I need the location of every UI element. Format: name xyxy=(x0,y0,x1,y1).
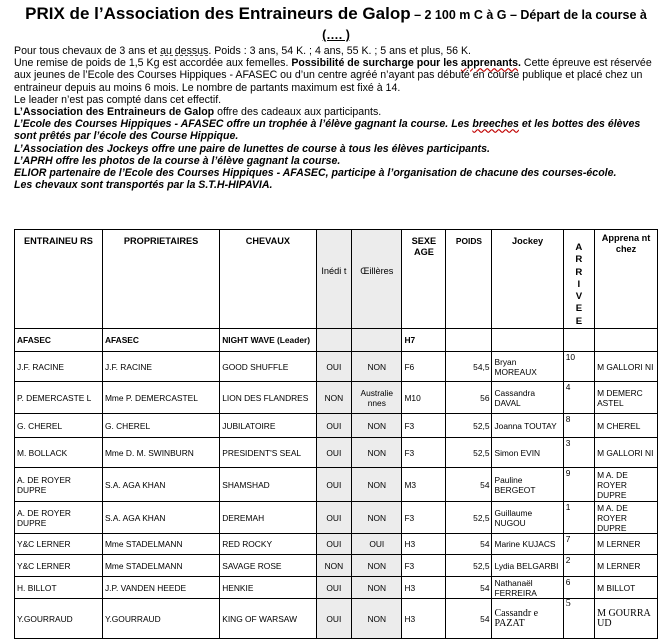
cell-proprietaire: J.P. VANDEN HEEDE xyxy=(102,577,219,599)
title-start-placeholder: (…. ) xyxy=(322,28,350,42)
cell-jockey: Lydia BELGARBI xyxy=(492,555,563,577)
note-text: breeches xyxy=(472,118,519,131)
cell-poids: 56 xyxy=(446,382,492,414)
cell-oeilleres: NON xyxy=(352,468,402,502)
cell-jockey: Simon EVIN xyxy=(492,438,563,468)
cell-cheval: JUBILATOIRE xyxy=(220,414,316,438)
cell-cheval: GOOD SHUFFLE xyxy=(220,352,316,382)
cell-inedit: OUI xyxy=(316,502,352,534)
cell-arrivee xyxy=(563,329,594,352)
runners-table xyxy=(14,229,658,639)
cell-entraineur: Y&C LERNER xyxy=(15,534,103,555)
cell-sexe-age: M10 xyxy=(402,382,446,414)
cell-inedit: NON xyxy=(316,555,352,577)
cell-cheval: RED ROCKY xyxy=(220,534,316,555)
cell-cheval: NIGHT WAVE (Leader) xyxy=(220,329,316,352)
cell-apprenant: M GALLORI NI xyxy=(595,438,658,468)
cell-entraineur: Y.GOURRAUD xyxy=(15,599,103,639)
table-row xyxy=(15,599,658,639)
cell-sexe-age: F6 xyxy=(402,352,446,382)
cell-sexe-age: H3 xyxy=(402,577,446,599)
cell-cheval: DEREMAH xyxy=(220,502,316,534)
cell-poids: 52,5 xyxy=(446,502,492,534)
cell-jockey: Cassandr e PAZAT xyxy=(492,599,563,639)
cell-jockey: Guillaume NUGOU xyxy=(492,502,563,534)
cell-apprenant: M CHEREL xyxy=(595,414,658,438)
cell-inedit: OUI xyxy=(316,468,352,502)
cell-oeilleres: NON xyxy=(352,599,402,639)
cell-entraineur: AFASEC xyxy=(15,329,103,352)
note-text: Les chevaux sont transportés par la S.T.H-HIPAVIA. xyxy=(14,179,273,192)
table-body xyxy=(15,329,658,639)
cell-oeilleres: Australie nnes xyxy=(352,382,402,414)
cell-entraineur: Y&C LERNER xyxy=(15,555,103,577)
cell-inedit: OUI xyxy=(316,534,352,555)
cell-proprietaire: G. CHEREL xyxy=(102,414,219,438)
cell-arrivee: 9 xyxy=(563,468,594,502)
document-body xyxy=(14,4,658,191)
cell-inedit: OUI xyxy=(316,577,352,599)
intro-text: Possibilité de surcharge pour les xyxy=(291,57,461,70)
table-row xyxy=(15,438,658,468)
cell-proprietaire: Mme P. DEMERCASTEL xyxy=(102,382,219,414)
cell-apprenant xyxy=(595,329,658,352)
table-row xyxy=(15,577,658,599)
cell-arrivee: 3 xyxy=(563,438,594,468)
page-title xyxy=(14,4,658,45)
cell-sexe-age: H3 xyxy=(402,534,446,555)
cell-entraineur: A. DE ROYER DUPRE xyxy=(15,468,103,502)
cell-cheval: HENKIE xyxy=(220,577,316,599)
cell-cheval: LION DES FLANDRES xyxy=(220,382,316,414)
cell-entraineur: H. BILLOT xyxy=(15,577,103,599)
cell-poids: 54,5 xyxy=(446,352,492,382)
table-row xyxy=(15,502,658,534)
cell-oeilleres: NON xyxy=(352,414,402,438)
cell-inedit: OUI xyxy=(316,414,352,438)
header-oeilleres: Œillères xyxy=(352,230,402,329)
cell-arrivee: 4 xyxy=(563,382,594,414)
table-row xyxy=(15,468,658,502)
cell-arrivee: 1 xyxy=(563,502,594,534)
cell-jockey: Nathanaël FERREIRA xyxy=(492,577,563,599)
cell-sexe-age: F3 xyxy=(402,502,446,534)
note-text: offre des cadeaux aux participants. xyxy=(214,106,382,119)
cell-sexe-age: F3 xyxy=(402,438,446,468)
intro-text: Cette épreuve est réservée aux jeunes de l’Ecole des Courses Hippiques - AFASEC ou d’un centre agréé n’ayant pas débuté en course publique et placé chez un entraineur depuis au moins 6 mois. Le nombre de partants maximum est fixé à 14. xyxy=(14,57,652,94)
cell-jockey: Pauline BERGEOT xyxy=(492,468,563,502)
cell-proprietaire: S.A. AGA KHAN xyxy=(102,468,219,502)
cell-sexe-age: M3 xyxy=(402,468,446,502)
cell-arrivee: 2 xyxy=(563,555,594,577)
cell-oeilleres: NON xyxy=(352,577,402,599)
note-text: L’Association des Jockeys offre une paire de lunettes de course à tous les élèves participants. xyxy=(14,142,490,155)
intro-text: Le leader n’est pas compté dans cet effectif. xyxy=(14,93,222,106)
cell-apprenant: M GOURRA UD xyxy=(595,599,658,639)
cell-poids: 54 xyxy=(446,599,492,639)
cell-arrivee: 7 xyxy=(563,534,594,555)
intro-text: au dessus xyxy=(160,45,209,57)
cell-apprenant: M GALLORI NI xyxy=(595,352,658,382)
cell-jockey: Marine KUJACS xyxy=(492,534,563,555)
cell-oeilleres xyxy=(352,329,402,352)
cell-proprietaire: Mme STADELMANN xyxy=(102,534,219,555)
note-text: L’APRH offre les photos de la course à l’élève gagnant la course. xyxy=(14,154,341,167)
cell-arrivee: 10 xyxy=(563,352,594,382)
cell-proprietaire: AFASEC xyxy=(102,329,219,352)
intro-text: . xyxy=(518,57,521,70)
header-proprietaires: PROPRIETAIRES xyxy=(102,230,219,329)
header-inedit: Inédi t xyxy=(316,230,352,329)
header-entraineurs: ENTRAINEU RS xyxy=(15,230,103,329)
cell-inedit: NON xyxy=(316,382,352,414)
cell-entraineur: P. DEMERCASTE L xyxy=(15,382,103,414)
table-row xyxy=(15,534,658,555)
intro-text: Pour tous chevaux de 3 ans et xyxy=(14,45,161,57)
cell-jockey: Cassandra DAVAL xyxy=(492,382,563,414)
cell-entraineur: G. CHEREL xyxy=(15,414,103,438)
table-header-row xyxy=(15,230,658,329)
cell-arrivee: 5 xyxy=(563,599,594,639)
table-row xyxy=(15,352,658,382)
table-row xyxy=(15,329,658,352)
cell-proprietaire: J.F. RACINE xyxy=(102,352,219,382)
header-poids: POIDS xyxy=(446,230,492,329)
cell-poids: 54 xyxy=(446,577,492,599)
cell-apprenant: M LERNER xyxy=(595,555,658,577)
cell-apprenant: M A. DE ROYER DUPRE xyxy=(595,502,658,534)
cell-poids: 54 xyxy=(446,468,492,502)
cell-sexe-age: H7 xyxy=(402,329,446,352)
title-subtitle: – 2 100 m C à G – Départ de la course à xyxy=(410,8,647,22)
cell-arrivee: 6 xyxy=(563,577,594,599)
cell-cheval: PRESIDENT'S SEAL xyxy=(220,438,316,468)
note-text: L’Ecole des Courses Hippiques - AFASEC offre un trophée à l’élève gagnant la course. Les xyxy=(14,118,473,131)
cell-proprietaire: S.A. AGA KHAN xyxy=(102,502,219,534)
cell-entraineur: J.F. RACINE xyxy=(15,352,103,382)
note-text: et les bottes des élèves sont prêtés par l’école des Course Hippique. xyxy=(14,118,641,143)
note-text: L’Association des Entraineurs de Galop xyxy=(14,106,215,119)
cell-jockey: Joanna TOUTAY xyxy=(492,414,563,438)
cell-sexe-age: H3 xyxy=(402,599,446,639)
header-sexe-age: SEXE AGE xyxy=(402,230,446,329)
cell-sexe-age: F3 xyxy=(402,414,446,438)
cell-oeilleres: NON xyxy=(352,502,402,534)
title-main: PRIX de l’Association des Entraineurs de Galop xyxy=(25,4,411,23)
cell-cheval: SAVAGE ROSE xyxy=(220,555,316,577)
header-apprenant: Apprena nt chez xyxy=(595,230,658,329)
notes-paragraph xyxy=(14,106,658,191)
table-row xyxy=(15,555,658,577)
cell-poids xyxy=(446,329,492,352)
cell-arrivee: 8 xyxy=(563,414,594,438)
cell-cheval: KING OF WARSAW xyxy=(220,599,316,639)
intro-text: . Poids : 3 ans, 54 K. ; 4 ans, 55 K. ; 5 ans et plus, 56 K. xyxy=(208,45,472,57)
cell-inedit: OUI xyxy=(316,438,352,468)
cell-cheval: SHAMSHAD xyxy=(220,468,316,502)
cell-sexe-age: F3 xyxy=(402,555,446,577)
cell-poids: 52,5 xyxy=(446,414,492,438)
cell-oeilleres: NON xyxy=(352,352,402,382)
cell-poids: 54 xyxy=(446,534,492,555)
table-row xyxy=(15,414,658,438)
note-text: ELIOR partenaire de l’Ecole des Courses Hippiques - AFASEC, participe à l’organisation de chacune des courses-école. xyxy=(14,167,617,180)
cell-inedit xyxy=(316,329,352,352)
cell-oeilleres: NON xyxy=(352,438,402,468)
header-arrivee-letters: A R R I V E E xyxy=(575,242,583,327)
cell-entraineur: M. BOLLACK xyxy=(15,438,103,468)
cell-apprenant: M BILLOT xyxy=(595,577,658,599)
cell-oeilleres: NON xyxy=(352,555,402,577)
header-chevaux: CHEVAUX xyxy=(220,230,316,329)
cell-poids: 52,5 xyxy=(446,438,492,468)
cell-inedit: OUI xyxy=(316,599,352,639)
cell-apprenant: M DEMERC ASTEL xyxy=(595,382,658,414)
cell-proprietaire: Mme STADELMANN xyxy=(102,555,219,577)
intro-paragraph xyxy=(14,45,658,106)
header-jockey: Jockey xyxy=(492,230,563,329)
intro-text: Une remise de poids de 1,5 Kg est accordée aux femelles. xyxy=(14,57,292,70)
cell-apprenant: M LERNER xyxy=(595,534,658,555)
cell-jockey: Bryan MOREAUX xyxy=(492,352,563,382)
cell-entraineur: A. DE ROYER DUPRE xyxy=(15,502,103,534)
cell-proprietaire: Mme D. M. SWINBURN xyxy=(102,438,219,468)
cell-proprietaire: Y.GOURRAUD xyxy=(102,599,219,639)
cell-jockey xyxy=(492,329,563,352)
intro-text: apprenants xyxy=(460,57,519,70)
cell-inedit: OUI xyxy=(316,352,352,382)
cell-poids: 52,5 xyxy=(446,555,492,577)
cell-oeilleres: OUI xyxy=(352,534,402,555)
cell-apprenant: M A. DE ROYER DUPRE xyxy=(595,468,658,502)
header-arrivee xyxy=(563,230,594,329)
table-row xyxy=(15,382,658,414)
